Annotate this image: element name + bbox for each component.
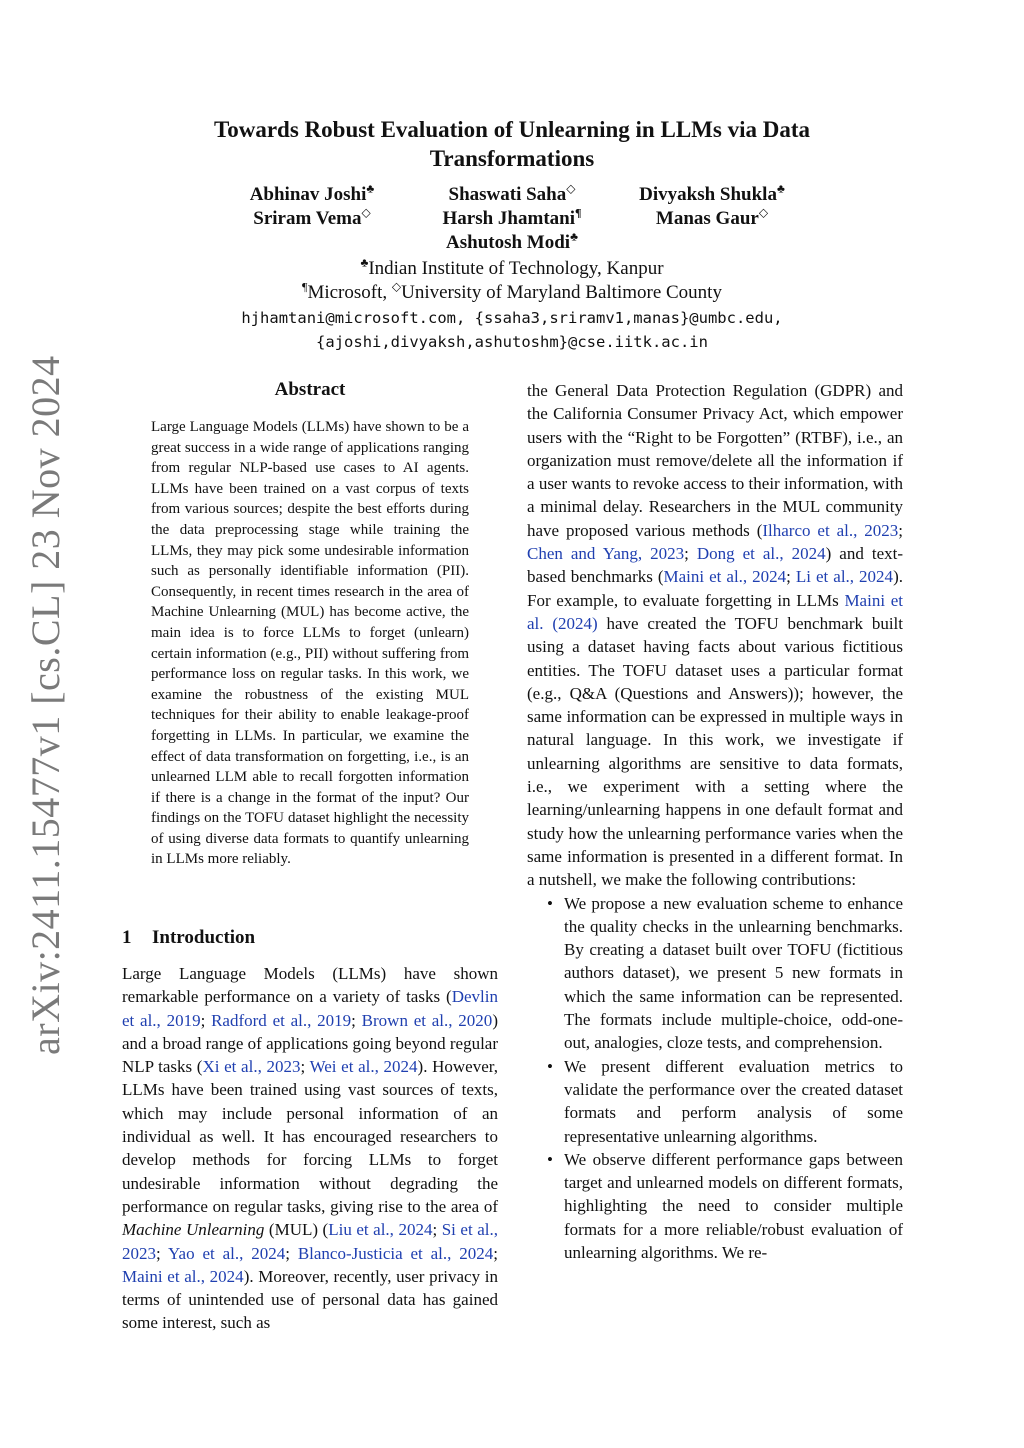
text-run: ;: [432, 1220, 442, 1240]
citation-link[interactable]: Chen and Yang, 2023: [527, 544, 685, 564]
citation-link[interactable]: Xi et al., 2023: [202, 1057, 301, 1077]
affiliation-text: Indian Institute of Technology, Kanpur: [368, 258, 664, 279]
text-run: ;: [684, 544, 697, 564]
affiliation-mark: ¶: [302, 279, 308, 294]
affiliation-mark: ¶: [575, 205, 582, 220]
author-row: [180, 207, 844, 231]
citation-link[interactable]: Wei et al., 2024: [309, 1057, 418, 1077]
text-run: ) and a broad range of applications going beyond regular NLP tasks (: [122, 1010, 498, 1077]
text-run: ). For example, to evaluate forgetting in LLMs: [527, 567, 903, 610]
citation-link[interactable]: Maini et al. (2024): [527, 590, 903, 633]
citation-link[interactable]: Devlin et al., 2019: [122, 987, 498, 1030]
author: [612, 183, 812, 207]
author: [412, 183, 612, 207]
affiliation-line: [150, 257, 874, 281]
intro-body: [122, 962, 498, 1335]
author-name: Sriram Vema: [253, 208, 362, 229]
author-row: [180, 183, 844, 207]
author-name: Manas Gaur: [655, 208, 759, 229]
bullet-icon: •: [547, 893, 553, 913]
author-name: Divyaksh Shukla: [639, 184, 777, 205]
affiliation-mark: ◇: [391, 279, 402, 294]
citation-link[interactable]: Blanco-Justicia et al., 2024: [297, 1243, 494, 1263]
emphasis: Machine Unlearning: [122, 1220, 265, 1240]
email-block: [150, 306, 874, 354]
text-run: have created the TOFU benchmark built using a dataset having facts about various fictitious entities. The TOFU dataset uses a particular format (e.g., Q&A (Questions and Answers)); however, the same information can be expressed in multiple ways in natural language. In this work, we investigate if unlearning algorithms are sensitive to data formats, i.e., we experiment with a setting where the learning/unlearning happens in one default format and study how the unlearning performance varies when the same information is presented in a different format. In a nutshell, we make the following contributions:: [527, 613, 903, 890]
affiliation-line: [150, 281, 874, 305]
text-run: ). Moreover, recently, user privacy in terms of unintended use of personal data has gained some interest, such as: [122, 1266, 498, 1333]
section-number: 1: [122, 927, 132, 948]
text-run: (MUL) (: [264, 1220, 329, 1240]
text-run: the General Data Protection Regulation (GDPR) and the California Consumer Privacy Act, which empower users with the “Right to be Forgotten” (RTBF), i.e., an organization must remove/delete all the information if a user wants to revoke access to their information, with a minimal delay. Researchers in the MUL community have proposed various methods (: [527, 381, 903, 540]
citation-link[interactable]: Liu et al., 2024: [328, 1220, 433, 1240]
citation-link[interactable]: Ilharco et al., 2023: [762, 520, 899, 540]
author: [612, 207, 812, 231]
affiliation-mark: ♣: [360, 255, 369, 270]
paragraph: [527, 379, 903, 892]
citation-link[interactable]: Maini et al., 2024: [663, 567, 787, 587]
contribution-list: [527, 892, 903, 1265]
citation-link[interactable]: Si et al., 2023: [122, 1220, 498, 1263]
paper-title: Towards Robust Evaluation of Unlearning in LLMs via Data Transformations: [214, 117, 810, 171]
author-name: Shaswati Saha: [448, 184, 567, 205]
list-item: [527, 892, 903, 1055]
citation-link[interactable]: Dong et al., 2024: [696, 544, 826, 564]
email-line[interactable]: hjhamtani@microsoft.com, {ssaha3,sriramv1,manas}@umbc.edu,: [241, 309, 783, 327]
citation-link[interactable]: Maini et al., 2024: [122, 1266, 244, 1286]
affiliation-mark: ♣: [776, 181, 785, 196]
arxiv-stamp: arXiv:2411.15477v1 [cs.CL] 23 Nov 2024: [23, 355, 68, 1055]
author: [412, 231, 612, 255]
list-item: [527, 1148, 903, 1264]
author-row: [180, 231, 844, 255]
text-run: ;: [156, 1243, 168, 1263]
abstract-heading: Abstract: [274, 379, 346, 400]
right-column: [527, 379, 903, 1264]
citation-link[interactable]: Brown et al., 2020: [361, 1010, 493, 1030]
author-name: Ashutosh Modi: [446, 232, 571, 253]
text-run: ). However, LLMs have been trained using vast sources of texts, which may include personal information of an individual as well. It has encouraged researchers to develop methods for forcing LLMs to forget undesirable information without degrading the performance on regular tasks, giving rise to the area of: [122, 1057, 498, 1216]
affiliation-mark: ◇: [758, 205, 769, 220]
citation-link[interactable]: Radford et al., 2019: [211, 1010, 352, 1030]
author-name: Harsh Jhamtani: [442, 208, 575, 229]
text-run: ) and text-based benchmarks (: [527, 544, 903, 587]
text-run: ;: [898, 520, 903, 540]
email-line[interactable]: {ajoshi,divyaksh,ashutoshm}@cse.iitk.ac.in: [316, 333, 708, 351]
list-item: [527, 1055, 903, 1148]
author: [212, 183, 412, 207]
list-item-text: We propose a new evaluation scheme to enhance the quality checks in the unlearning benchmarks. By creating a dataset built over TOFU (fictitious authors dataset), we present 5 new formats in which the same information can be represented. The formats include multiple-choice, odd-one-out, analogies, cloze tests, and comprehension.: [564, 893, 903, 1053]
text-run: ;: [493, 1243, 499, 1263]
affiliation-mark: ◇: [566, 181, 576, 196]
paragraph: [122, 962, 498, 1335]
bullet-icon: •: [547, 1056, 553, 1076]
text-run: Large Language Models (LLMs) have shown remarkable performance on a variety of tasks (: [122, 964, 498, 1007]
list-item-text: We present different evaluation metrics to validate the performance over the created dataset formats and perform analysis of some representative unlearning algorithms.: [564, 1056, 903, 1146]
citation-link[interactable]: Yao et al., 2024: [167, 1243, 286, 1263]
affiliation-text: Microsoft,: [307, 282, 392, 303]
text-run: ;: [786, 567, 796, 587]
affiliation-mark: ♣: [366, 181, 375, 196]
author: [412, 207, 612, 231]
text-run: ;: [351, 1010, 362, 1030]
author-name: Abhinav Joshi: [249, 184, 367, 205]
list-item-text: We observe different performance gaps between target and unlearned models on different formats, highlighting the need to consider multiple formats for a more reliable/robust evaluation of unlearning algorithms. We re-: [564, 1149, 903, 1262]
affiliation-mark: ♣: [570, 229, 578, 244]
text-run: ;: [300, 1057, 310, 1077]
section-heading: [122, 927, 255, 949]
affiliation-text: University of Maryland Baltimore County: [401, 282, 722, 303]
abstract-text: Large Language Models (LLMs) have shown to be a great success in a wide range of applications ranging from regular NLP-based use cases to AI agents. LLMs have been trained on a vast corpus of texts from various sources; despite the best efforts during the data preprocessing stage while training the LLMs, they may pick some undesirable information such as personally identifiable information (PII). Consequently, in recent times research in the area of Machine Unlearning (MUL) has become active, the main idea is to force LLMs to forget (unlearn) certain information (e.g., PII) without suffering from performance loss on regular tasks. In this work, we examine the robustness of the existing MUL techniques for their ability to enable leakage-proof forgetting in LLMs. In particular, we examine the effect of data transformation on forgetting, i.e., is an unlearned LLM able to recall forgotten information if there is a change in the format of the input? Our findings on the TOFU dataset highlight the necessity of using diverse data formats to quantify unlearning in LLMs more reliably.: [151, 419, 469, 868]
affiliation-mark: ◇: [361, 205, 371, 220]
affiliations: [150, 257, 874, 305]
section-title: Introduction: [152, 927, 256, 948]
text-run: ;: [200, 1010, 212, 1030]
author: [212, 207, 412, 231]
citation-link[interactable]: Li et al., 2024: [795, 567, 894, 587]
bullet-icon: •: [547, 1149, 553, 1169]
text-run: ;: [285, 1243, 298, 1263]
author-block: [180, 183, 844, 255]
